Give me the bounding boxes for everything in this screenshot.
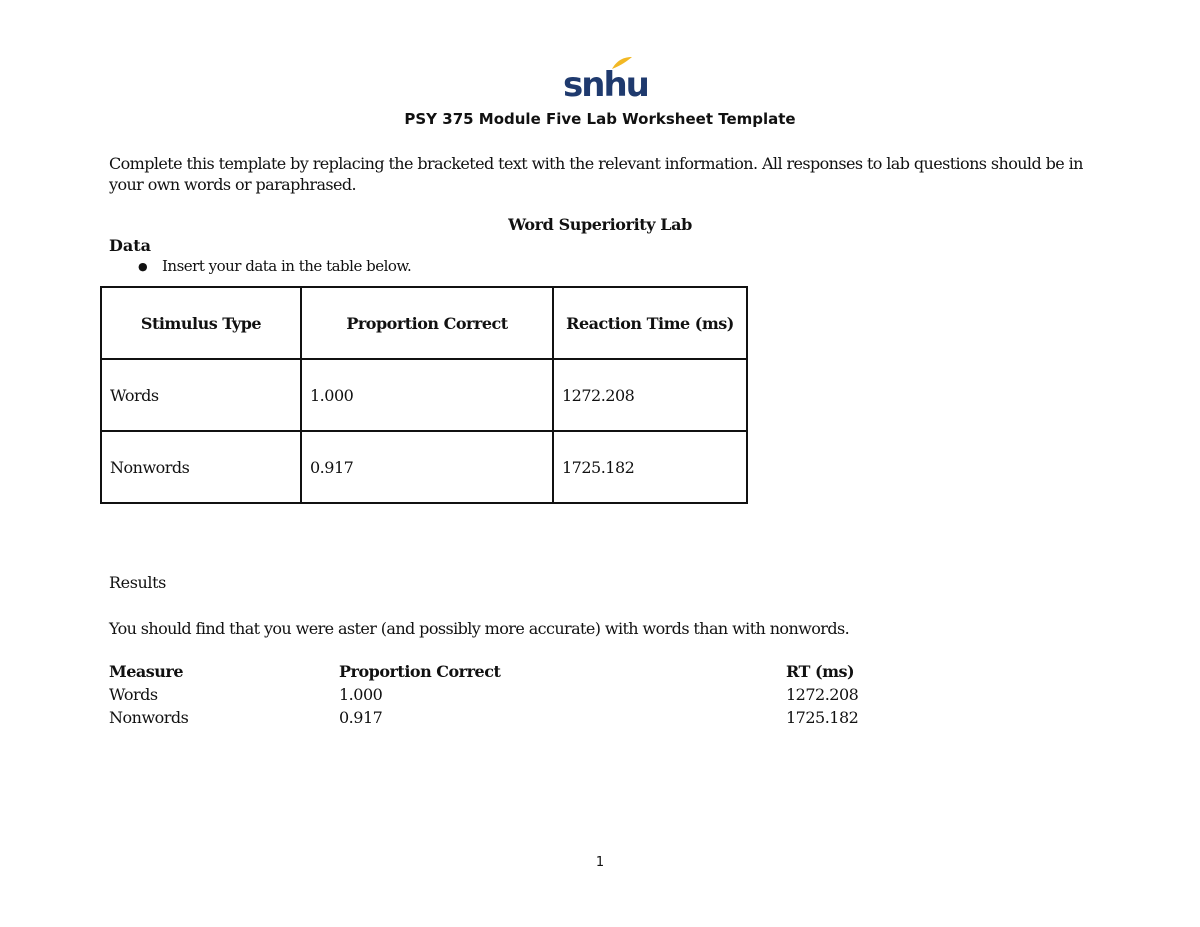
summary-cell: 1.000 [339,685,383,704]
table-cell: 1.000 [301,359,553,431]
summary-cell: 0.917 [339,708,383,727]
table-header-row [101,287,747,359]
table-cell: 1272.208 [553,359,747,431]
table-header: Reaction Time (ms) [553,287,747,359]
summary-cell: Nonwords [109,708,189,727]
results-heading: Results [109,573,166,592]
summary-cell: Words [109,685,158,704]
table-header: Proportion Correct [301,287,553,359]
data-table [100,286,748,504]
bullet-text: Insert your data in the table below. [162,257,412,275]
table-cell: 1725.182 [553,431,747,503]
bullet-item [138,257,411,275]
table-row [101,359,747,431]
summary-cell: 1272.208 [786,685,859,704]
logo-text: snhu [563,65,648,105]
page-number: 1 [595,855,605,870]
summary-header: Proportion Correct [339,662,501,681]
snhu-logo [563,56,648,105]
document-title: PSY 375 Module Five Lab Worksheet Template [404,110,796,128]
table-cell: Words [101,359,301,431]
data-heading: Data [109,236,151,255]
table-row [101,431,747,503]
lab-title: Word Superiority Lab [508,215,692,234]
summary-header: RT (ms) [786,662,855,681]
results-text: You should find that you were aster (and possibly more accurate) with words than with nonwords. [109,619,850,638]
summary-cell: 1725.182 [786,708,859,727]
table-cell: Nonwords [101,431,301,503]
instructions-paragraph: Complete this template by replacing the bracketed text with the relevant information. All responses to lab questions should be in your own words or paraphrased. [109,154,1083,194]
bullet-icon: ● [138,260,148,273]
table-cell: 0.917 [301,431,553,503]
summary-header: Measure [109,662,184,681]
table-header: Stimulus Type [101,287,301,359]
